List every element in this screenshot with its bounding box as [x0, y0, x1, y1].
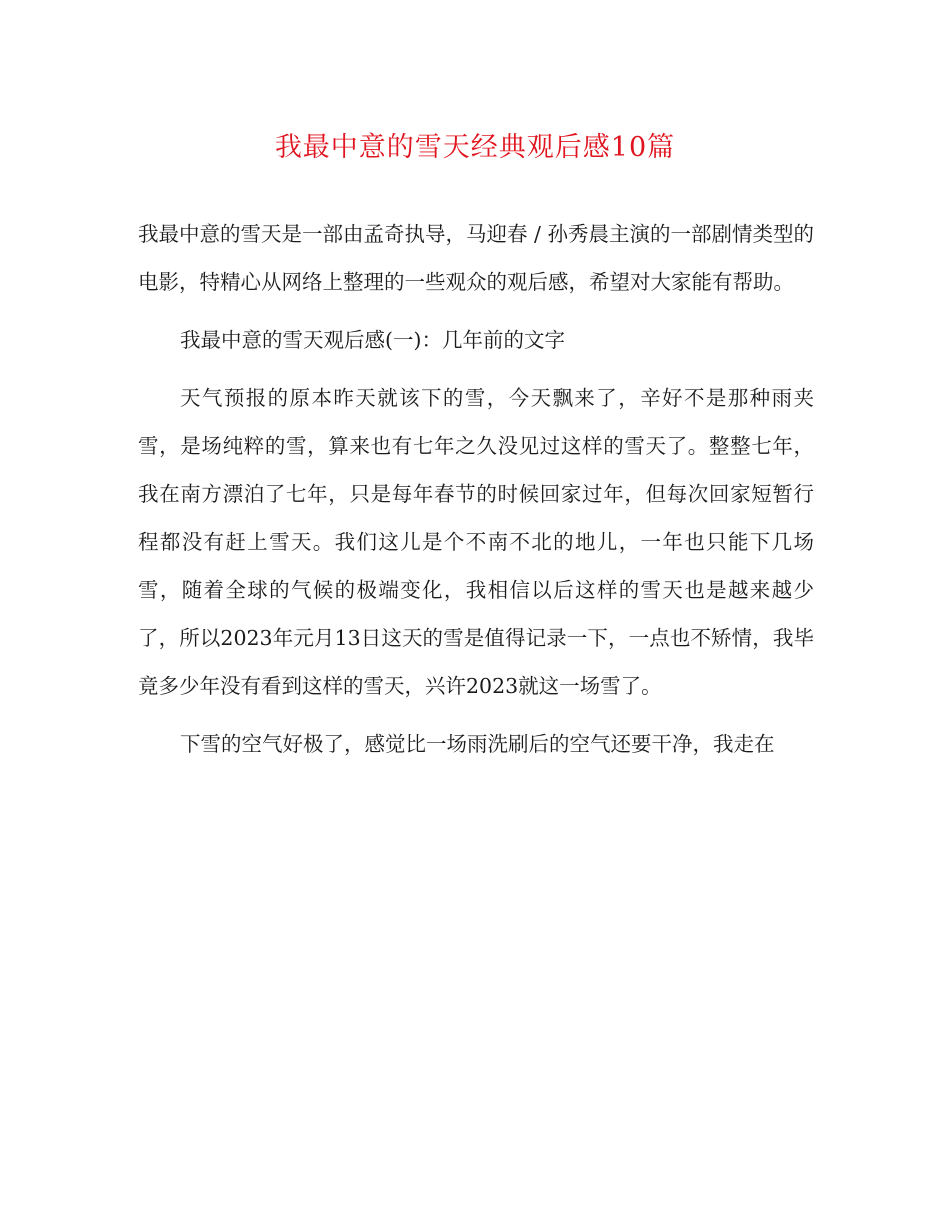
- body-paragraph: 天气预报的原本昨天就该下的雪，今天飘来了，辛好不是那种雨夹雪，是场纯粹的雪，算来也有七年之久没见过这样的雪天了。整整七年，我在南方漂泊了七年，只是每年春节的时候回家过年，但每次回家短暂行程都没有赶上雪天。我们这儿是个不南不北的地儿，一年也只能下几场雪，随着全球的气候的极端变化，我相信以后这样的雪天也是越来越少了，所以2023年元月13日这天的雪是值得记录一下，一点也不矫情，我毕竟多少年没有看到这样的雪天，兴许2023就这一场雪了。: [138, 386, 814, 698]
- section-heading: 我最中意的雪天观后感(一)：几年前的文字: [180, 328, 565, 352]
- body-paragraph: 下雪的空气好极了，感觉比一场雨洗刷后的空气还要干净，我走在: [180, 732, 775, 756]
- document-title: 我最中意的雪天经典观后感10篇: [274, 132, 676, 163]
- intro-paragraph: 我最中意的雪天是一部由孟奇执导，马迎春 / 孙秀晨主演的一部剧情类型的电影，特精心从网络上整理的一些观众的观后感，希望对大家能有帮助。: [138, 222, 814, 294]
- document-body: [138, 210, 814, 768]
